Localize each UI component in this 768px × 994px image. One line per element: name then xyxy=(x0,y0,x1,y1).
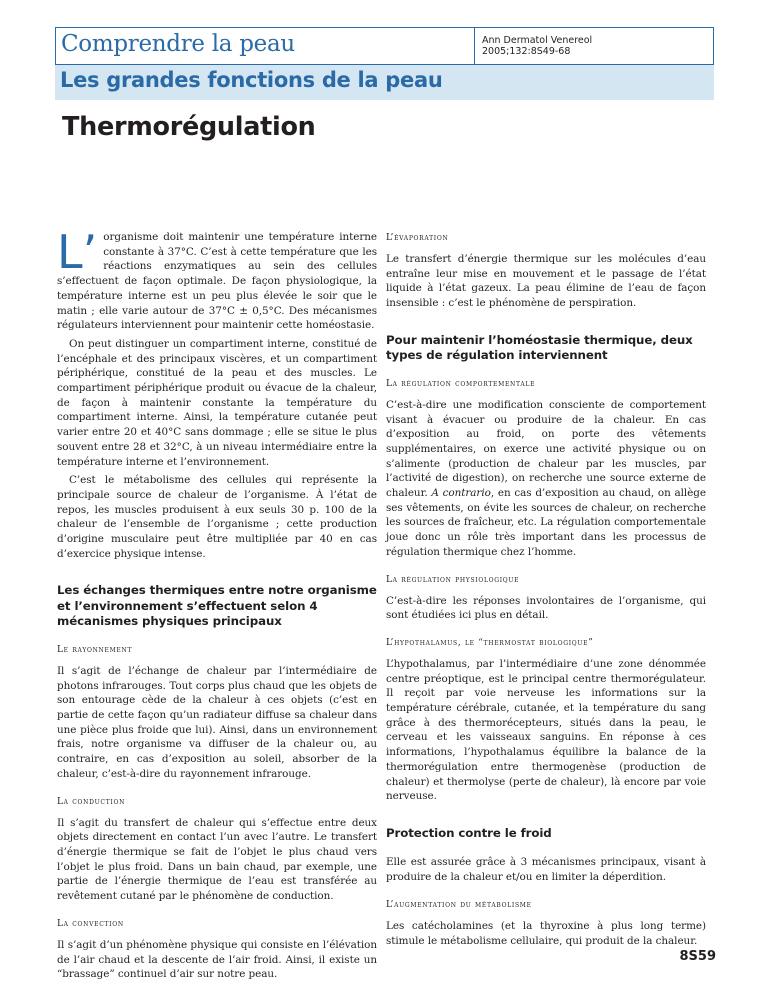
series-title: Comprendre la peau xyxy=(61,31,295,57)
subheading-physiologique: La régulation physiologique xyxy=(386,574,520,585)
journal-citation: 2005;132:8S49-68 xyxy=(482,46,571,57)
paragraph-compartments: On peut distinguer un compartiment interne, constitué de l’encéphale et des principaux viscères, et un compartiment périphérique, constitué de la peau et des muscles. Le compartiment périphérique produit ou évacue de la chaleur, de façon à maintenir constante la température du compartiment interne. Ainsi, la température cutanée peut varier entre 20 et 40°C sans dommage ; elle se situe le plus souvent entre 28 et 32°C, à un niveau intermédiaire entre la température interne et l’environnement. xyxy=(57,337,377,468)
subheading-conduction: La conduction xyxy=(57,796,126,807)
header-divider xyxy=(474,28,475,65)
intro-paragraph-wrap xyxy=(57,225,377,333)
series-header xyxy=(55,27,714,65)
paragraph-convection: Il s’agit d’un phénomène physique qui consiste en l’élévation de l’air chaud et la descente de l’air froid. Ainsi, il existe un “brassage” continuel d’air sur notre peau. xyxy=(57,938,377,981)
page-number: 8S59 xyxy=(679,949,716,964)
heading-cold-protection: Protection contre le froid xyxy=(386,825,552,840)
article-title: Thermorégulation xyxy=(62,112,316,142)
subheading-rayonnement: Le rayonnement xyxy=(57,644,133,655)
paragraph-evaporation: Le transfert d’énergie thermique sur les molécules d’eau entraîne leur mise en mouvement et le passage de l’état liquide à l’état gazeux. La peau élimine de l’eau de façon insensible : c’est le phénomène de perspiration. xyxy=(386,253,706,310)
subheading-evaporation: L’évaporation xyxy=(386,233,449,243)
subheading-hypothalamus: L’hypothalamus, le “thermostat biologique” xyxy=(386,637,594,648)
section-band xyxy=(55,65,714,100)
paragraph-rayonnement: Il s’agit de l’échange de chaleur par l’intermédiaire de photons infrarouges. Tout corps plus chaud que les objets de son entourage cède de la chaleur à ces objets (c’est en partie de cette façon qu’un radiateur diffuse sa chaleur dans une pièce plus froide que lui). Ainsi, dans un environnement frais, notre organisme va diffuser de la chaleur ou, au contraire, en cas d’exposition au soleil, absorber de la chaleur, c’est-à-dire du rayonnement infrarouge. xyxy=(57,664,377,780)
left-column xyxy=(57,225,377,982)
paragraph-physiologique: C’est-à-dire les réponses involontaires de l’organisme, qui sont étudiées ici plus en détail. xyxy=(386,594,706,622)
journal-name: Ann Dermatol Venereol xyxy=(482,35,593,46)
heading-regulation-types: Pour maintenir l’homéostasie thermique, deux types de régulation interviennent xyxy=(386,332,693,363)
subheading-comportementale: La régulation comportementale xyxy=(386,378,536,389)
paragraph-metabolism: C’est le métabolisme des cellules qui représente la principale source de chaleur de l’organisme. À l’état de repos, les muscles produisent à eux seuls 30 p. 100 de la chaleur de l’ensemble de l’organisme ; cette production d’origine musculaire peut être multipliée par 40 en cas d’exercice physique intense. xyxy=(57,474,377,560)
subheading-metabolisme: L’augmentation du métabolisme xyxy=(386,899,532,910)
comportementale-emphasis: A contrario xyxy=(431,487,491,500)
drop-cap: L’ xyxy=(57,225,98,279)
section-title: Les grandes fonctions de la peau xyxy=(60,68,443,92)
right-column xyxy=(386,232,706,948)
paragraph-metabolisme: Les catécholamines (et la thyroxine à plus long terme) stimule le métabolisme cellulaire, qui produit de la chaleur. xyxy=(386,919,706,947)
paragraph-cold-protection: Elle est assurée grâce à 3 mécanismes principaux, visant à produire de la chaleur et/ou en limiter la déperdition. xyxy=(386,856,706,884)
paragraph-comportementale xyxy=(386,398,706,560)
comportementale-text-b: , en cas d’exposition au chaud, on allège ses vêtements, on évite les sources de chaleur, on recherche les sources de fraîcheur, etc. La régulation comportementale joue donc un rôle très important dans les processus de régulation thermique chez l’homme. xyxy=(386,487,706,558)
paragraph-hypothalamus: L’hypothalamus, par l’intermédiaire d’une zone dénommée centre préoptique, est le principal centre thermorégulateur. Il reçoit par voie nerveuse les informations sur la température cérébrale, cutanée, et la température du sang grâce à des thermorécepteurs, situés dans la peau, le cerveau et les vaisseaux sanguins. En réponse à ces informations, l’hypothalamus équilibre la balance de la thermorégulation entre thermogenèse (production de chaleur) et thermolyse (perte de chaleur), là encore par voie nerveuse. xyxy=(386,657,706,803)
comportementale-text-a: C’est-à-dire une modification consciente de comportement visant à évacuer ou produire de la chaleur. En cas d’exposition au froid, on porte des vêtements supplémentaires, on exerce une activité physique ou on s’alimente (production de chaleur par les muscles, par l’activité de digestion), on recherche une source externe de chaleur. xyxy=(386,398,706,500)
subheading-convection: La convection xyxy=(57,918,124,929)
paragraph-conduction: Il s’agit du transfert de chaleur qui s’effectue entre deux objets directement en contact l’un avec l’autre. Le transfert d’énergie thermique se fait de l’objet le plus chaud vers l’objet le plus froid. Dans un bain chaud, par exemple, une partie de l’énergie thermique de l’eau est transférée au revêtement cutané par le phénomène de conduction. xyxy=(57,816,377,903)
heading-thermal-exchanges: Les échanges thermiques entre notre organisme et l’environnement s’effectuent selon 4 mécanismes physiques principaux xyxy=(57,583,377,629)
intro-paragraph: organisme doit maintenir une température interne constante à 37°C. C’est à cette température que les réactions enzymatiques au sein des cellules s’effectuent de façon optimale. De façon physiologique, la température interne est un peu plus élevée le soir que le matin ; elle varie autour de 37°C ± 0,5°C. Des mécanismes régulateurs interviennent pour maintenir cette homéostasie. xyxy=(57,231,377,332)
journal-reference xyxy=(482,35,592,57)
